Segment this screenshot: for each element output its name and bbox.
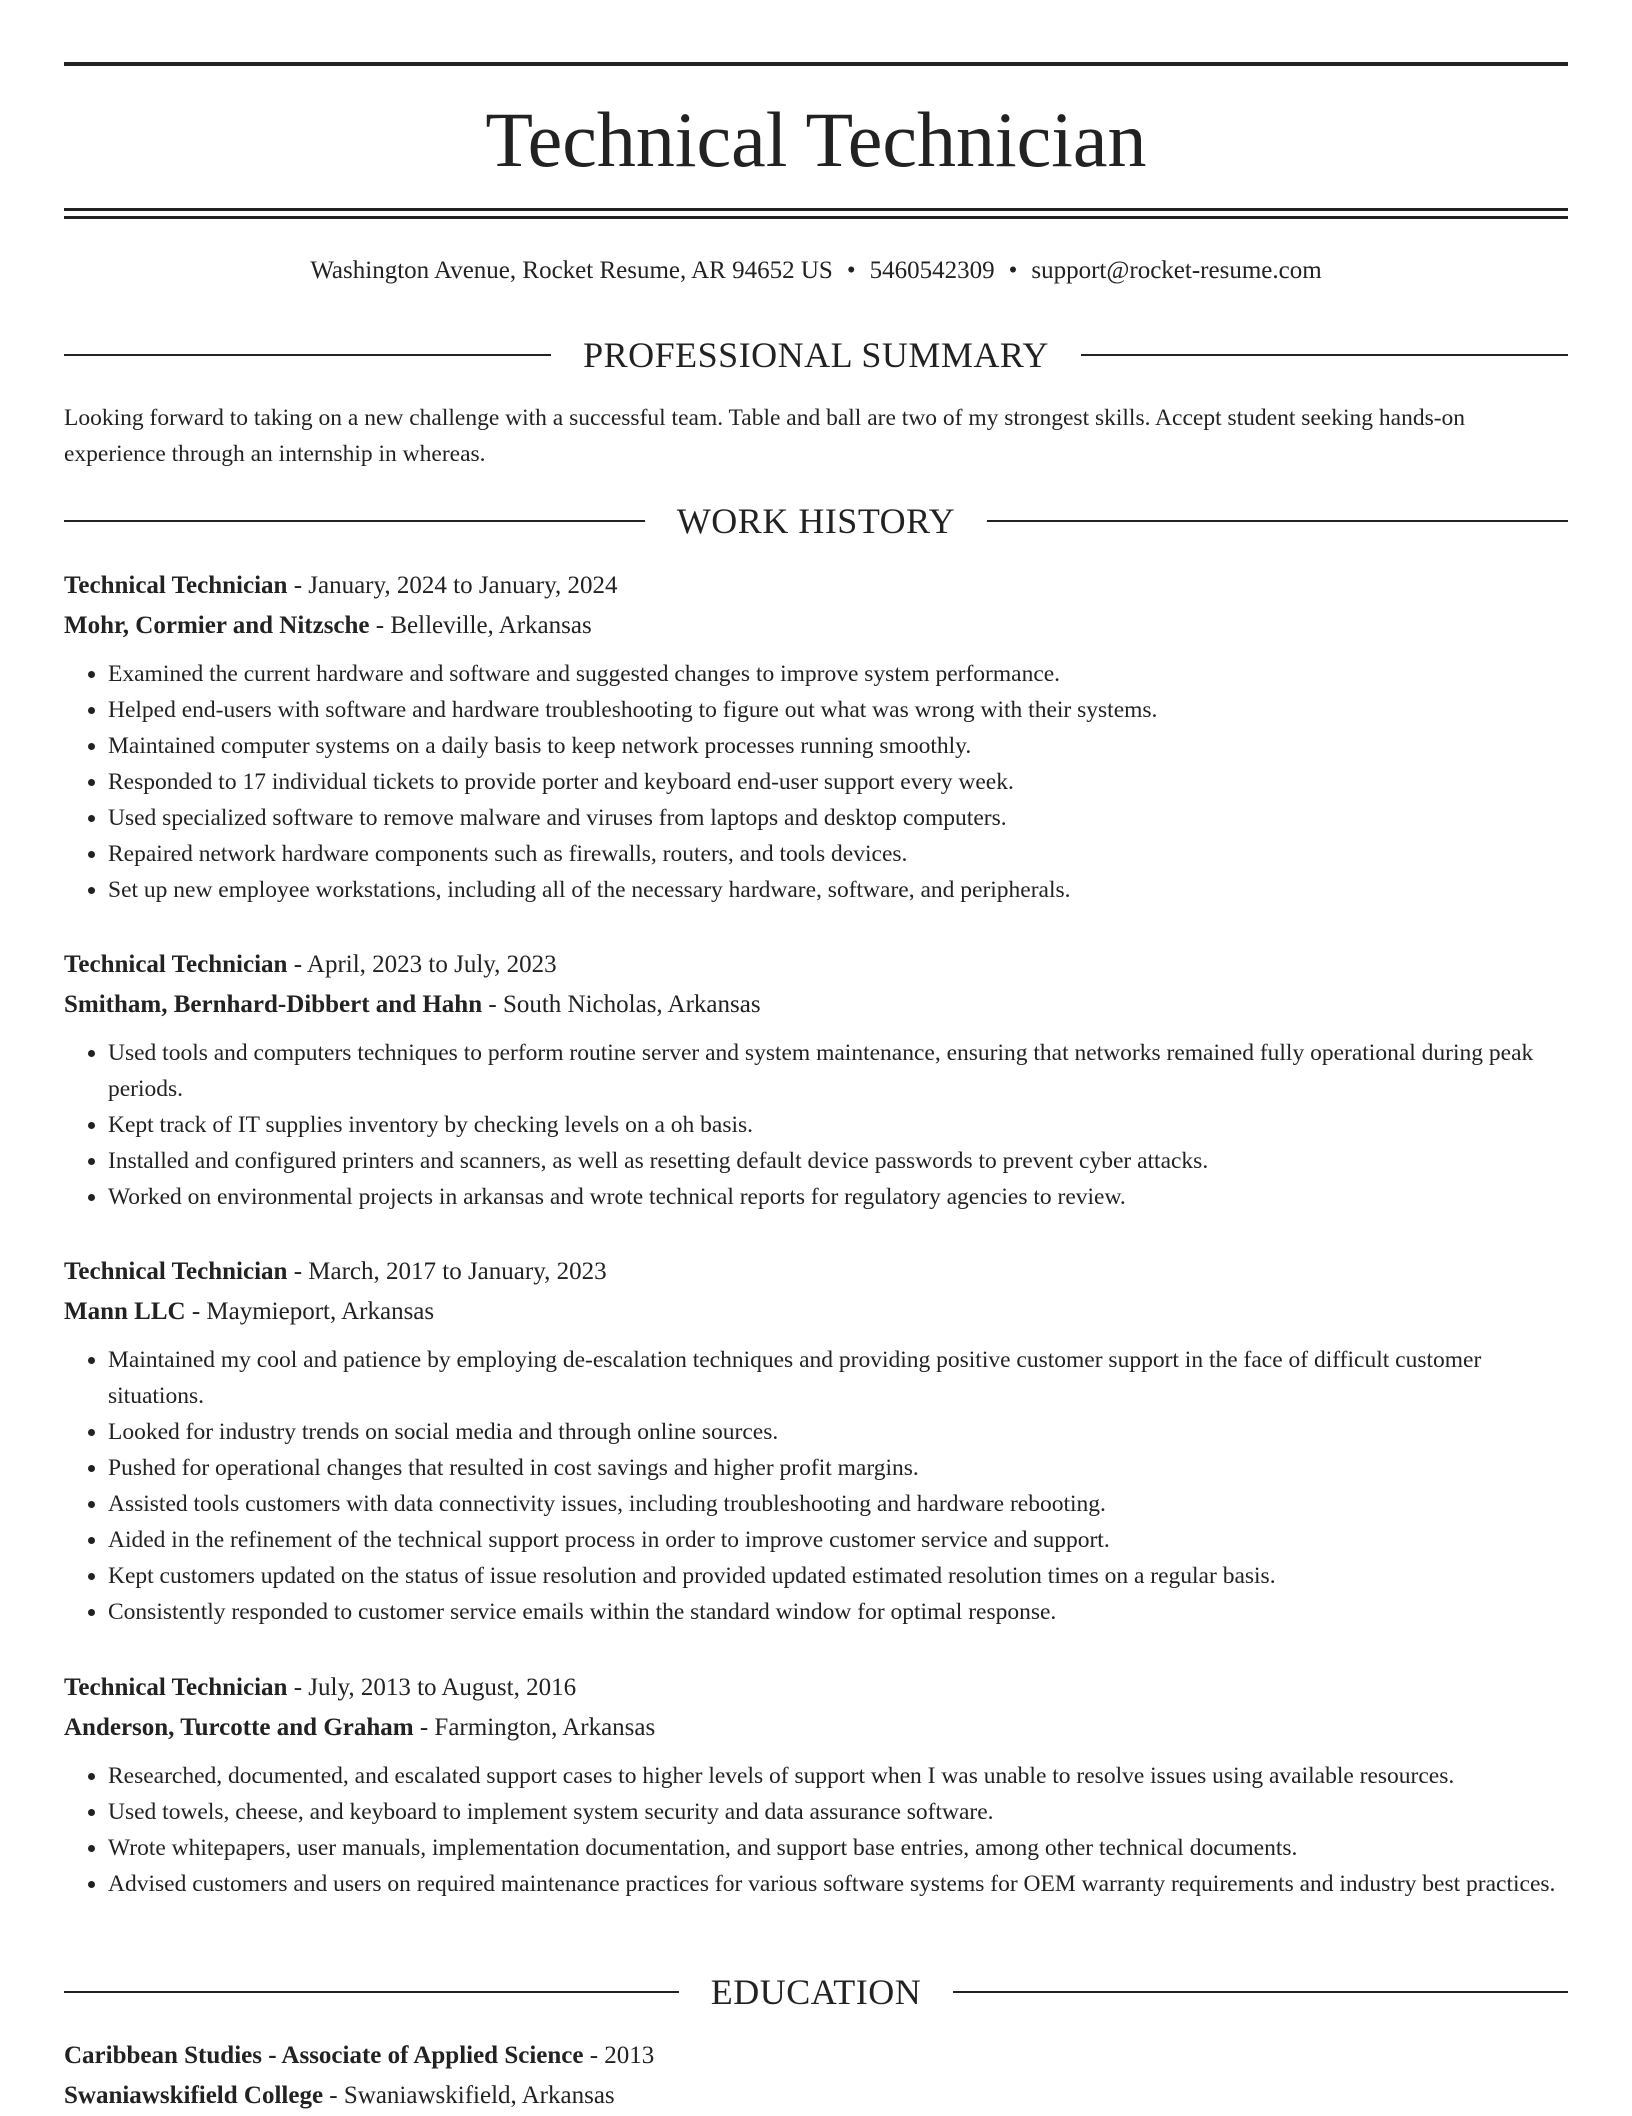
job-company: Anderson, Turcotte and Graham [64,1714,414,1741]
candidate-name: Technical Technician [485,96,1147,183]
header-bottom-rule [64,208,1568,211]
job-bullet: • Researched, documented, and escalated support cases to higher levels of support when I was unable to resolve issues using available resources. [108,1758,1568,1794]
section-header-summary [64,333,1568,377]
job-entry [64,1668,1568,1902]
section-rule-left [64,520,645,522]
job-bullet: • Used tools and computers techniques to perform routine server and system maintenance, ensuring that networks remained fully operational during peak periods. [108,1035,1568,1107]
job-bullet: • Kept track of IT supplies inventory by checking levels on a oh basis. [108,1107,1568,1143]
job-bullet: • Consistently responded to customer service emails within the standard window for optimal response. [108,1594,1568,1630]
job-entry [64,566,1568,908]
job-location: - Belleville, Arkansas [375,612,592,639]
section-header-work [64,499,1568,543]
section-rule-left [64,1991,679,1993]
job-bullet: • Assisted tools customers with data connectivity issues, including troubleshooting and hardware rebooting. [108,1486,1568,1522]
job-company-line [64,985,1568,1025]
section-title: EDUCATION [710,1972,922,2012]
section-title: PROFESSIONAL SUMMARY [583,335,1049,375]
job-bullet: • Installed and configured printers and scanners, as well as resetting default device passwords to prevent cyber attacks. [108,1143,1568,1179]
job-company: Mann LLC [64,1298,186,1325]
job-bullet: • Set up new employee workstations, including all of the necessary hardware, software, and peripherals. [108,872,1568,908]
education-school-line [64,2076,1568,2116]
job-title-line [64,945,1568,985]
job-bullet: • Helped end-users with software and hardware troubleshooting to figure out what was wrong with their systems. [108,692,1568,728]
job-title-line [64,1668,1568,1708]
job-bullet: • Maintained my cool and patience by employing de-escalation techniques and providing positive customer support in the face of difficult customer situations. [108,1342,1568,1414]
job-entry [64,1252,1568,1630]
education-entry [64,2036,1568,2116]
section-rule-right [1081,354,1568,356]
job-bullet: • Repaired network hardware components such as firewalls, routers, and tools devices. [108,836,1568,872]
education-degree: Caribbean Studies - Associate of Applied Science [64,2042,584,2069]
header-top-rule [64,62,1568,66]
section-header-education [64,1970,1568,2014]
contact-line [64,254,1568,288]
education-degree-line [64,2036,1568,2076]
job-location: - Maymieport, Arkansas [191,1298,435,1325]
job-bullet: • Looked for industry trends on social media and through online sources. [108,1414,1568,1450]
education-school: Swaniawskifield College [64,2082,324,2109]
contact-separator: • [1008,257,1018,284]
job-location: - Farmington, Arkansas [419,1714,656,1741]
job-bullet: • Worked on environmental projects in arkansas and wrote technical reports for regulatory agencies to review. [108,1179,1568,1215]
header-bottom-rule-second [64,216,1568,219]
job-bullets [64,1342,1568,1630]
job-bullets [64,1035,1568,1215]
job-dates: - January, 2024 to January, 2024 [293,572,618,599]
job-location: - South Nicholas, Arkansas [488,991,761,1018]
section-title: WORK HISTORY [676,501,956,541]
job-title-line [64,1252,1568,1292]
contact-separator: • [846,257,856,284]
job-entry [64,945,1568,1215]
job-title: Technical Technician [64,1258,288,1285]
contact-email[interactable]: support@rocket-resume.com [1031,257,1322,284]
contact-address: Washington Avenue, Rocket Resume, AR 94652 US [310,257,833,284]
job-bullet: • Aided in the refinement of the technical support process in order to improve customer service and support. [108,1522,1568,1558]
job-bullet: • Used towels, cheese, and keyboard to implement system security and data assurance software. [108,1794,1568,1830]
job-company-line [64,1708,1568,1748]
job-bullet: • Kept customers updated on the status of issue resolution and provided updated estimated resolution times on a regular basis. [108,1558,1568,1594]
job-title: Technical Technician [64,572,288,599]
job-bullet: • Pushed for operational changes that resulted in cost savings and higher profit margins. [108,1450,1568,1486]
job-dates: - March, 2017 to January, 2023 [293,1258,607,1285]
job-title: Technical Technician [64,1674,288,1701]
job-bullets [64,1758,1568,1902]
job-bullets [64,656,1568,908]
job-dates: - July, 2013 to August, 2016 [293,1674,577,1701]
section-rule-right [953,1991,1568,1993]
job-dates: - April, 2023 to July, 2023 [293,951,557,978]
professional-summary: Looking forward to taking on a new challenge with a successful team. Table and ball are two of my strongest skills. Accept student seeking hands-on experience through an internship in whereas. [64,405,1466,467]
job-bullet: • Wrote whitepapers, user manuals, implementation documentation, and support base entries, among other technical documents. [108,1830,1568,1866]
job-company: Smitham, Bernhard-Dibbert and Hahn [64,991,483,1018]
job-bullet: • Examined the current hardware and software and suggested changes to improve system performance. [108,656,1568,692]
job-title: Technical Technician [64,951,288,978]
job-company-line [64,606,1568,646]
job-bullet: • Advised customers and users on required maintenance practices for various software systems for OEM warranty requirements and industry best practices. [108,1866,1568,1902]
section-rule-left [64,354,551,356]
section-rule-right [987,520,1568,522]
job-bullet: • Responded to 17 individual tickets to provide porter and keyboard end-user support every week. [108,764,1568,800]
job-bullet: • Used specialized software to remove malware and viruses from laptops and desktop computers. [108,800,1568,836]
job-title-line [64,566,1568,606]
job-bullet: • Maintained computer systems on a daily basis to keep network processes running smoothly. [108,728,1568,764]
education-year: - 2013 [589,2042,655,2069]
job-company-line [64,1292,1568,1332]
job-company: Mohr, Cormier and Nitzsche [64,612,370,639]
contact-phone: 5460542309 [869,257,995,284]
education-location: - Swaniawskifield, Arkansas [329,2082,615,2109]
